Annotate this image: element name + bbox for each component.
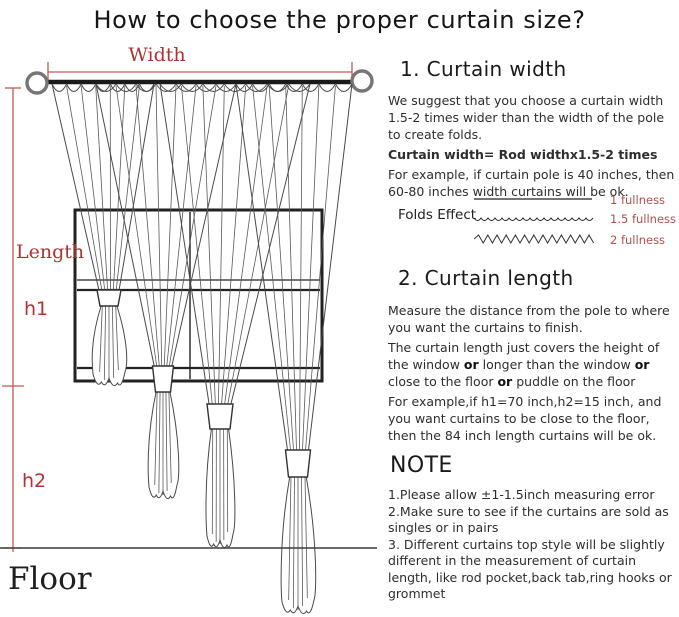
section-1-heading: 1. Curtain width <box>400 57 567 81</box>
width-example: For example, if curtain pole is 40 inches, then 60-80 inches width curtains will be ok. <box>388 167 675 199</box>
length-label: Length <box>16 241 85 263</box>
tie-band-icon <box>207 404 233 429</box>
curtain-tail-3 <box>206 404 235 548</box>
length-example: For example,if h1=70 inch,h2=15 inch, and you want curtains to be close to the floor, then the 84 inch length curtains will be ok. <box>388 394 662 443</box>
curtain-tail-1 <box>92 290 127 386</box>
h1-label: h1 <box>24 298 49 320</box>
folds-effect-label: Folds Effect <box>398 207 477 223</box>
rod-ring-left-icon <box>27 73 47 93</box>
zigzag-line-icon <box>474 235 594 243</box>
note-heading: NOTE <box>390 453 453 478</box>
folds-effect-lines <box>472 192 602 250</box>
fullness-1-label: 1 fullness <box>610 193 666 207</box>
fullness-2-label: 2 fullness <box>610 233 666 247</box>
tie-band-icon <box>286 450 311 477</box>
floor-label: Floor <box>8 561 92 597</box>
length-paragraph-2: The curtain length just covers the height of the window or longer than the window or close to the floor or puddle on the floor <box>388 340 660 389</box>
width-label: Width <box>128 44 186 66</box>
tie-band-icon <box>153 366 174 392</box>
rod-ring-right-icon <box>352 71 372 91</box>
curtain-fan-4 <box>236 84 352 450</box>
h2-label: h2 <box>22 470 47 492</box>
small-wave-line-icon <box>474 218 593 221</box>
fullness-1-5-label: 1.5 fullness <box>610 212 677 226</box>
curtain-tail-2 <box>148 366 179 499</box>
note-item-2: 2.Make sure to see if the curtains are sold as singles or in pairs <box>388 503 669 535</box>
note-item-1: 1.Please allow ±1-1.5inch measuring error <box>388 487 655 502</box>
width-formula: Curtain width= Rod widthx1.5-2 times <box>388 147 658 162</box>
text-column <box>386 0 679 617</box>
tie-band-icon <box>97 290 121 306</box>
length-paragraph-1: Measure the distance from the pole to where you want the curtains to finish. <box>388 303 670 335</box>
curtain-panels <box>52 84 352 614</box>
note-list <box>388 487 679 603</box>
curtain-tail-4 <box>281 450 316 614</box>
section-2-heading: 2. Curtain length <box>398 266 574 290</box>
note-item-3: 3. Different curtains top style will be slightly different in the measurement of curtain length, like rod pocket,back tab,ring hooks or grommet <box>388 536 672 601</box>
length-dimension <box>2 88 24 552</box>
width-paragraph: We suggest that you choose a curtain width 1.5-2 times wider than the width of the pole to create folds. <box>388 93 665 142</box>
page-title: How to choose the proper curtain size? <box>93 6 586 34</box>
